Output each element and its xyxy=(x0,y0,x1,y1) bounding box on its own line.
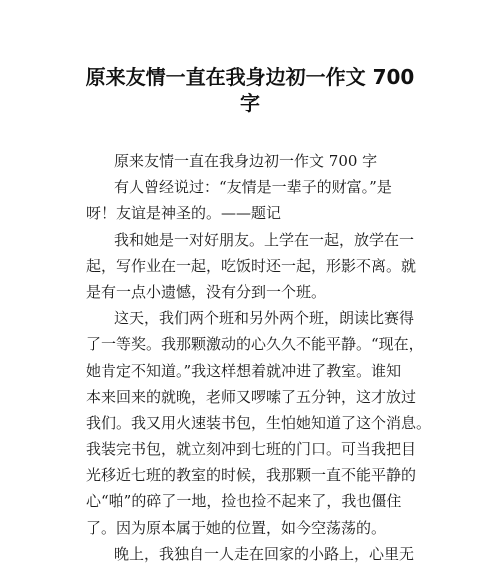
document-body xyxy=(86,148,432,567)
body-line: 晚上，我独自一人走在回家的小路上，心里无 xyxy=(114,544,415,563)
body-line: 光移近七班的教室的时候，我那颗一直不能平静的 xyxy=(86,466,417,485)
body-line: 我装完书包，就立刻冲到七班的门口。可当我把目 xyxy=(86,440,417,459)
body-line: 起，写作业在一起，吃饭时还一起，形影不离。就 xyxy=(86,256,417,275)
body-line: 了一等奖。我那颗激动的心久久不能平静。“现在， xyxy=(86,335,424,354)
body-line: 心“啪”的碎了一地，捡也捡不起来了，我也僵住 xyxy=(86,492,402,511)
body-line: 是有一点小遗憾，没有分到一个班。 xyxy=(86,282,327,301)
body-line: 原来友情一直在我身边初一作文 700 字 xyxy=(114,152,378,170)
document-title xyxy=(60,64,440,116)
body-line: 本来回来的就晚，老师又啰嗦了五分钟，这才放过 xyxy=(86,387,417,406)
document-title-line-2: 字 xyxy=(240,91,260,115)
body-line: 呀！友谊是神圣的。——题记 xyxy=(86,204,282,223)
body-line: 有人曾经说过：“友情是一辈子的财富。”是 xyxy=(114,178,392,197)
document-title-line-1: 原来友情一直在我身边初一作文 700 xyxy=(85,65,415,89)
body-line: 这天，我们两个班和另外两个班，朗读比赛得 xyxy=(114,309,415,328)
body-line: 她肯定不知道。”我这样想着就冲进了教室。谁知 xyxy=(86,361,402,380)
body-line: 我和她是一对好朋友。上学在一起，放学在一 xyxy=(114,230,415,249)
body-line: 我们。我又用火速装书包，生怕她知道了这个消息。 xyxy=(86,413,432,432)
body-line: 了。因为原本属于她的位置，如今空荡荡的。 xyxy=(86,518,387,537)
